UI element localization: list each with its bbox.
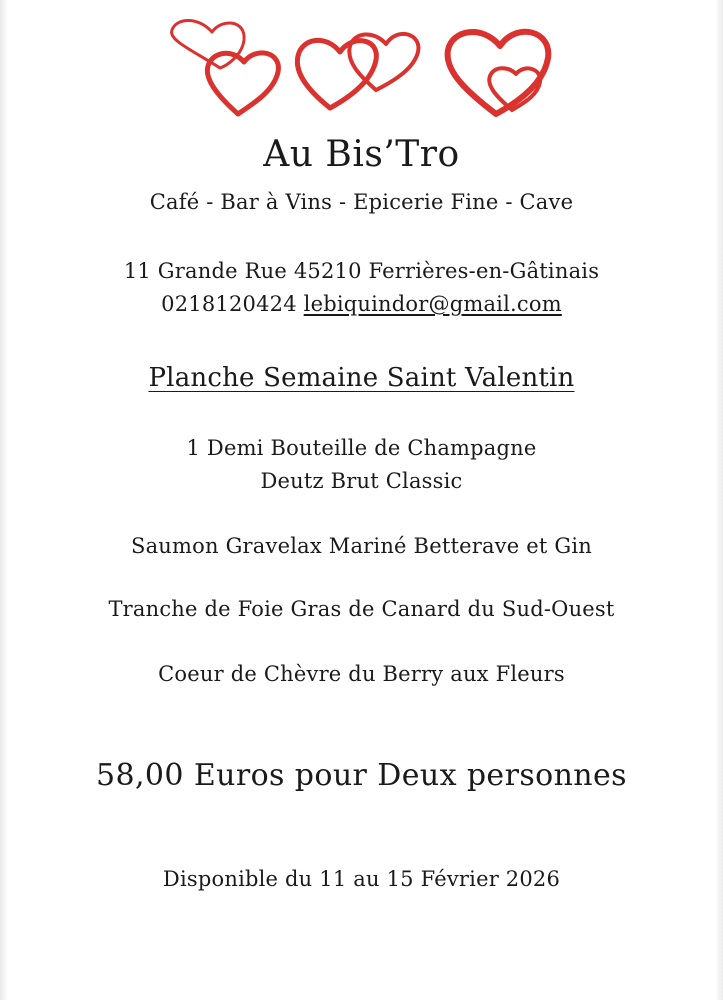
price-text: 58,00 Euros pour Deux personnes: [96, 758, 627, 793]
restaurant-title: Au Bis’Tro: [263, 134, 460, 175]
menu-item-chevre: Coeur de Chèvre du Berry aux Fleurs: [158, 662, 565, 686]
hearts-icon: [160, 10, 560, 120]
menu-heading: Planche Semaine Saint Valentin: [148, 363, 575, 393]
availability-text: Disponible du 11 au 15 Février 2026: [162, 867, 561, 891]
menu-item-saumon: Saumon Gravelax Mariné Betterave et Gin: [130, 534, 593, 558]
restaurant-subtitle: Café - Bar à Vins - Epicerie Fine - Cave: [149, 190, 574, 214]
menu-item-champagne-brand: Deutz Brut Classic: [260, 469, 463, 493]
email-link[interactable]: lebiquindor@gmail.com: [303, 292, 562, 316]
address-text: 11 Grande Rue 45210 Ferrières-en-Gâtinais: [123, 259, 600, 283]
menu-item-foie-gras: Tranche de Foie Gras de Canard du Sud-Ouest: [108, 597, 615, 621]
contact-line: [0, 292, 723, 316]
phone-number: 0218120424: [161, 292, 297, 316]
menu-item-champagne: 1 Demi Bouteille de Champagne: [186, 436, 537, 460]
